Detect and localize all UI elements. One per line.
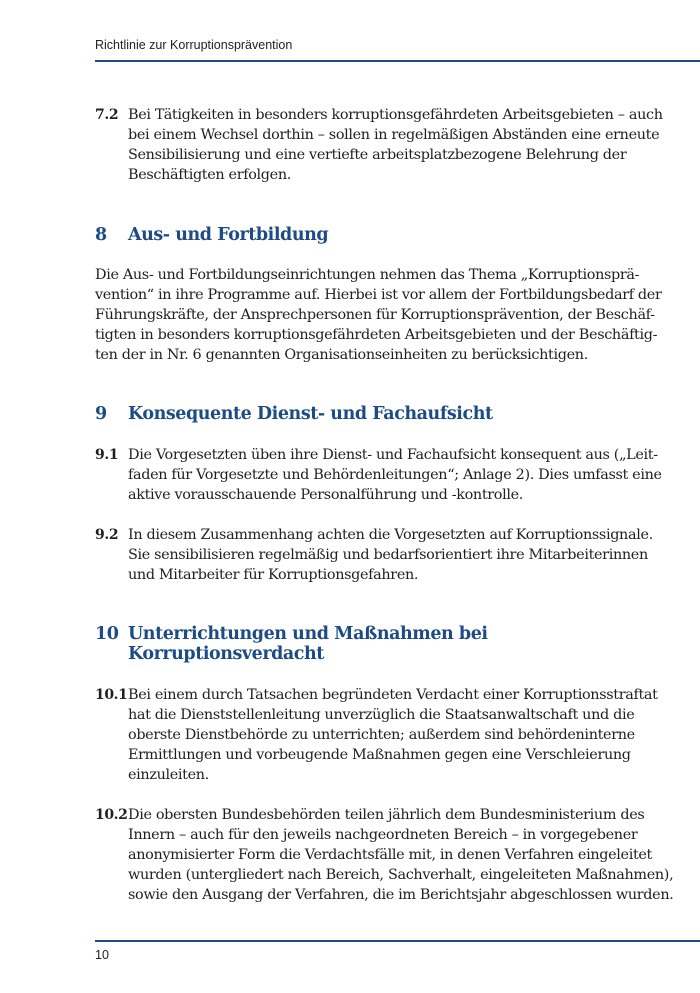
text-line: vention“ in ihre Programme auf. Hierbei ist vor allem der Fortbildungsbedarf der	[95, 287, 662, 303]
text-line: Sensibilisierung und eine vertiefte arbeitsplatzbezogene Belehrung der	[128, 147, 627, 163]
item-text	[128, 525, 653, 585]
text-line: hat die Dienststellenleitung unverzüglich die Staatsanwaltschaft und die	[128, 707, 635, 723]
text-line: Die Vorgesetzten üben ihre Dienst- und Fachaufsicht konsequent aus („Leit-	[128, 447, 658, 463]
text-line: Ermittlungen und vorbeugende Maßnahmen gegen eine Verschleierung	[128, 747, 631, 763]
section-number: 10	[95, 624, 119, 644]
section-title: Konsequente Dienst- und Fachaufsicht	[128, 404, 493, 424]
text-line: einzuleiten.	[128, 767, 209, 783]
text-line: tigten in besonders korruptionsgefährdeten Arbeitsgebieten und der Beschäftig-	[95, 327, 658, 343]
text-line: bei einem Wechsel dorthin – sollen in regelmäßigen Abständen eine erneute	[128, 127, 660, 143]
section-title-line: Korruptionsverdacht	[128, 644, 324, 664]
item-number: 9.2	[95, 527, 119, 543]
text-line: Die Aus- und Fortbildungseinrichtungen nehmen das Thema „Korruptionsprä-	[95, 267, 640, 283]
item-number: 10.2	[95, 807, 128, 823]
text-line: und Mitarbeiter für Korruptionsgefahren.	[128, 567, 419, 583]
item-text	[128, 685, 658, 785]
section-title-line: Unterrichtungen und Maßnahmen bei	[128, 624, 488, 644]
text-line: Führungskräfte, der Ansprechpersonen für Korruptionsprävention, der Beschäf-	[95, 307, 655, 323]
text-line: Bei Tätigkeiten in besonders korruptionsgefährdeten Arbeitsgebieten – auch	[128, 107, 663, 123]
section-title: Aus- und Fortbildung	[128, 225, 329, 245]
item-text	[128, 445, 662, 505]
footer-rule	[95, 940, 700, 942]
header-rule	[95, 60, 700, 62]
item-number: 7.2	[95, 107, 119, 123]
text-line: Bei einem durch Tatsachen begründeten Verdacht einer Korruptionsstraftat	[128, 687, 658, 703]
section-number: 9	[95, 404, 107, 424]
text-line: Die obersten Bundesbehörden teilen jährlich dem Bundesministerium des	[128, 807, 645, 823]
text-line: sowie den Ausgang der Verfahren, die im Berichtsjahr abgeschlossen wurden.	[128, 887, 674, 903]
text-line: Innern – auch für den jeweils nachgeordneten Bereich – in vorgegebener	[128, 827, 638, 843]
text-line: aktive vorausschauende Personalführung und -kontrolle.	[128, 487, 524, 503]
text-line: faden für Vorgesetzte und Behördenleitungen“; Anlage 2). Dies umfasst eine	[128, 467, 662, 483]
running-header: Richtlinie zur Korruptionsprävention	[95, 38, 293, 52]
text-line: ten der in Nr. 6 genannten Organisationseinheiten zu berücksichtigen.	[95, 347, 588, 363]
section-8-paragraph	[95, 265, 662, 365]
section-number: 8	[95, 225, 107, 245]
text-line: wurden (untergliedert nach Bereich, Sachverhalt, eingeleiteten Maßnahmen),	[128, 867, 674, 883]
section-title	[128, 624, 488, 664]
text-line: In diesem Zusammenhang achten die Vorgesetzten auf Korruptionssignale.	[128, 527, 653, 543]
item-text	[128, 805, 674, 905]
text-line: Beschäftigten erfolgen.	[128, 167, 291, 183]
item-number: 10.1	[95, 687, 128, 703]
text-line: anonymisierter Form die Verdachtsfälle mit, in denen Verfahren eingeleitet	[128, 847, 652, 863]
text-line: oberste Dienstbehörde zu unterrichten; außerdem sind behördeninterne	[128, 727, 635, 743]
item-text	[128, 105, 663, 185]
page-number: 10	[95, 948, 109, 962]
item-number: 9.1	[95, 447, 119, 463]
text-line: Sie sensibilisieren regelmäßig und bedarfsorientiert ihre Mitarbeiterinnen	[128, 547, 648, 563]
